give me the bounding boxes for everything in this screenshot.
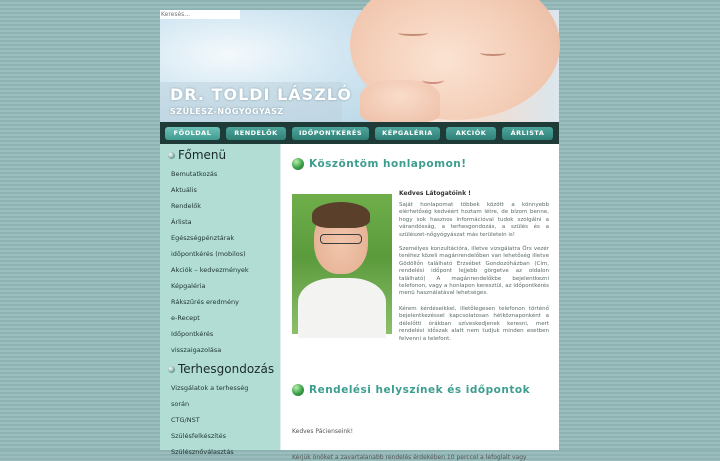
site-title: DR. TOLDI LÁSZLÓ bbox=[170, 85, 352, 104]
sidebar-item-ctg-nst[interactable]: CTG/NST bbox=[171, 416, 200, 424]
contact-paragraph: Kérem kérdéseikkel, illetőlegesen telefonon történő bejelentkezéssel kapcsolatosan hétköznaponként a délelőtti órákban szíveskedjenek keresni, mert rendelési időszak alatt nem tudjuk minden esetben felvenni a telefont. bbox=[399, 306, 549, 342]
nav-offers[interactable]: AKCIÓK bbox=[446, 127, 496, 140]
nav-home[interactable]: FŐOLDAL bbox=[165, 127, 220, 140]
page-container bbox=[160, 10, 559, 461]
bullet-icon bbox=[168, 152, 175, 159]
main-menu-title: Főmenü bbox=[178, 148, 227, 162]
header-banner bbox=[160, 10, 559, 122]
consultation-paragraph: Személyes konzultációra, illetve vizsgálatra Őrs vezér teréhez közeli magánrendelőben van lehetőség illetve Gödöllőn található Erzsébet Gondozóházban (Cím, rendelési időpont lejjebb görgetve az oldalon található) A magánrendelőkbe bejelentkezni telefonon, vagy a honlapon keresztül, az időpontkérés menü használatával lehetséges. bbox=[399, 246, 549, 297]
baby-eye bbox=[480, 50, 506, 56]
baby-eye bbox=[398, 30, 428, 36]
sidebar-item-introduction[interactable]: Bemutatkozás bbox=[171, 170, 218, 178]
doctor-hair bbox=[312, 202, 370, 228]
globe-icon bbox=[292, 158, 304, 170]
intro-paragraph: Saját honlapomat többek között a könnyebb elérhetőség kedvéért hoztam létre, de bízom benne, hogy sok hasznos információval tudok szolgálni a várandósság, a terhesgondozás, a szülés és a szülészet-nőgyógyászat más területein is! bbox=[399, 202, 549, 238]
sidebar bbox=[160, 144, 280, 456]
baby-mouth bbox=[422, 76, 444, 84]
pregnancy-care-title: Terhesgondozás bbox=[178, 362, 275, 376]
nav-gallery[interactable]: KÉPGALÉRIA bbox=[375, 127, 440, 140]
locations-title: Rendelési helyszínek és időpontok bbox=[309, 384, 531, 396]
greeting-text: Kedves Látogatóink ! bbox=[399, 190, 471, 197]
globe-icon bbox=[292, 384, 304, 396]
main-content bbox=[280, 144, 559, 461]
baby-hand bbox=[360, 80, 440, 122]
site-subtitle: SZÜLÉSZ-NŐGYÓGYÁSZ bbox=[170, 107, 284, 116]
sidebar-item-appointment-confirmation[interactable]: Időpontkérés bbox=[171, 330, 214, 338]
sidebar-item-health-funds[interactable]: Egészségpénztárak bbox=[171, 234, 235, 242]
search-input[interactable] bbox=[160, 10, 240, 19]
bullet-icon bbox=[168, 366, 175, 373]
main-menu-heading bbox=[160, 144, 280, 166]
nav-pricelist[interactable]: ÁRLISTA bbox=[502, 127, 553, 140]
welcome-title: Köszöntöm honlapomon! bbox=[309, 158, 467, 170]
sidebar-item-discounts[interactable]: Akciók – kedvezmények bbox=[171, 266, 249, 274]
sidebar-item-prices[interactable]: Árlista bbox=[171, 218, 192, 226]
sidebar-item-e-prescription[interactable]: e-Recept bbox=[171, 314, 200, 322]
sidebar-item-screening-result[interactable]: Rákszűrés eredmény bbox=[171, 298, 239, 306]
sidebar-item-pregnancy-exams-cont[interactable]: során bbox=[171, 400, 190, 408]
patients-greeting: Kedves Pácienseink! bbox=[292, 428, 354, 435]
welcome-heading bbox=[292, 158, 467, 170]
sidebar-item-midwife-choice[interactable]: Szülésznőválasztás bbox=[171, 448, 234, 456]
sidebar-item-news[interactable]: Aktuális bbox=[171, 186, 197, 194]
sidebar-item-offices[interactable]: Rendelők bbox=[171, 202, 202, 210]
doctor-photo bbox=[292, 194, 392, 334]
nav-offices[interactable]: RENDELŐK bbox=[226, 127, 286, 140]
sidebar-item-pregnancy-exams[interactable]: Vizsgálatok a terhesség bbox=[171, 384, 249, 392]
nav-appointment[interactable]: IDŐPONTKÉRÉS bbox=[292, 127, 369, 140]
sidebar-item-gallery[interactable]: Képgaléria bbox=[171, 282, 206, 290]
doctor-glasses bbox=[320, 234, 362, 244]
sidebar-item-appointment-confirmation-cont[interactable]: visszaigazolása bbox=[171, 346, 222, 354]
doctor-shirt bbox=[298, 278, 386, 338]
main-nav bbox=[160, 122, 559, 144]
pregnancy-care-heading bbox=[160, 358, 280, 380]
request-text: Kérjük önöket a zavartalanabb rendelés érdekében 10 perccel a lefoglalt vagy bbox=[292, 454, 527, 461]
locations-heading bbox=[292, 384, 530, 396]
sidebar-item-mobile-appointment[interactable]: időpontkérés (mobilos) bbox=[171, 250, 246, 258]
sidebar-item-birth-prep[interactable]: Szülésfelkészítés bbox=[171, 432, 227, 440]
